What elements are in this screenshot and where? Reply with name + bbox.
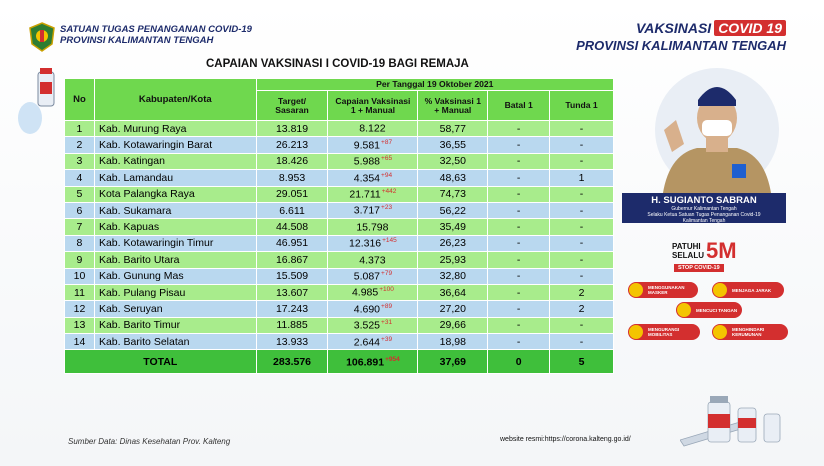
vaccine-vial-icon (16, 66, 68, 136)
row-kab: Kab. Gunung Mas (94, 268, 256, 284)
row-no: 6 (65, 202, 95, 218)
row-pct: 74,73 (418, 186, 488, 202)
row-capaian-value: 5.087 (353, 270, 381, 283)
row-delta: +145 (382, 237, 397, 245)
page-title: CAPAIAN VAKSINASI I COVID-19 BAGI REMAJA (206, 58, 469, 70)
row-no: 12 (65, 301, 95, 317)
row-target: 26.213 (256, 137, 328, 153)
col-header-pct: % Vaksinasi 1 + Manual (418, 91, 488, 121)
selalu-label: SELALU (672, 251, 704, 260)
row-no: 8 (65, 235, 95, 251)
row-pct: 35,49 (418, 219, 488, 235)
row-delta: +100 (379, 286, 394, 294)
governor-photo (642, 60, 792, 200)
total-delta: +954 (385, 355, 400, 363)
row-kab: Kab. Sukamara (94, 202, 256, 218)
row-tunda: - (550, 219, 614, 235)
total-label: TOTAL (65, 350, 257, 374)
row-target: 29.051 (256, 186, 328, 202)
row-pct: 56,22 (418, 202, 488, 218)
row-no: 1 (65, 121, 95, 137)
row-pct: 18,98 (418, 334, 488, 350)
row-pct: 48,63 (418, 170, 488, 186)
row-capaian-value: 4.985 (351, 286, 379, 299)
row-tunda: 1 (550, 170, 614, 186)
row-capaian-value: 5.988 (353, 155, 381, 168)
row-tunda: - (550, 334, 614, 350)
row-capaian (328, 121, 418, 137)
row-target: 15.509 (256, 268, 328, 284)
vax-province: PROVINSI KALIMANTAN TENGAH (576, 38, 786, 53)
row-target: 18.426 (256, 153, 328, 169)
table-row (65, 268, 614, 284)
vaccine-vials-icon (680, 392, 800, 448)
protocol-kerumunan: MENGHINDARI KERUMUNAN (712, 324, 788, 340)
row-no: 11 (65, 284, 95, 300)
row-target: 8.953 (256, 170, 328, 186)
row-target: 11.885 (256, 317, 328, 333)
table-row (65, 219, 614, 235)
governor-title3: Kalimantan Tengah (682, 218, 726, 224)
total-row (65, 350, 614, 374)
row-tunda: - (550, 268, 614, 284)
row-capaian-value: 21.711 (349, 188, 381, 201)
row-no: 3 (65, 153, 95, 169)
total-batal: 0 (488, 350, 550, 374)
distance-icon (713, 283, 727, 297)
patuhi-label: PATUHI (672, 242, 701, 251)
row-delta: +39 (381, 335, 393, 343)
vax-label: VAKSINASI (635, 20, 712, 36)
col-header-target: Target/ Sasaran (256, 91, 328, 121)
vaccination-heading (576, 20, 786, 53)
row-capaian-value: 4.354 (353, 172, 381, 185)
vaccination-table (64, 78, 614, 374)
row-tunda: - (550, 153, 614, 169)
row-tunda: 2 (550, 301, 614, 317)
row-no: 7 (65, 219, 95, 235)
table-row (65, 170, 614, 186)
row-tunda: - (550, 137, 614, 153)
protocol-mobilitas: MENGURANGI MOBILITAS (628, 324, 700, 340)
row-kab: Kab. Kotawaringin Timur (94, 235, 256, 251)
row-capaian (328, 317, 418, 333)
row-capaian (328, 170, 418, 186)
col-header-batal: Batal 1 (488, 91, 550, 121)
row-capaian (328, 268, 418, 284)
protocol-tangan: MENCUCI TANGAN (676, 302, 742, 318)
col-header-capaian: Capaian Vaksinasi 1 + Manual (328, 91, 418, 121)
row-tunda: - (550, 186, 614, 202)
table-row (65, 153, 614, 169)
col-header-kab: Kabupaten/Kota (94, 79, 256, 121)
row-pct: 27,20 (418, 301, 488, 317)
row-capaian (328, 202, 418, 218)
row-batal: - (488, 219, 550, 235)
covid-badge: COVID 19 (714, 20, 786, 36)
row-no: 9 (65, 252, 95, 268)
kalteng-emblem-icon (28, 22, 56, 52)
row-batal: - (488, 334, 550, 350)
row-kab: Kota Palangka Raya (94, 186, 256, 202)
col-header-tunda: Tunda 1 (550, 91, 614, 121)
row-capaian-value: 4.690 (353, 303, 381, 316)
row-pct: 29,66 (418, 317, 488, 333)
row-pct: 26,23 (418, 235, 488, 251)
row-kab: Kab. Barito Utara (94, 252, 256, 268)
row-delta: +65 (381, 155, 393, 163)
row-target: 13.819 (256, 121, 328, 137)
row-target: 46.951 (256, 235, 328, 251)
row-pct: 36,64 (418, 284, 488, 300)
five-m-label: 5M (706, 238, 737, 263)
row-capaian-value: 3.717 (353, 204, 381, 217)
row-delta: +89 (381, 302, 393, 310)
row-batal: - (488, 137, 550, 153)
row-kab: Kab. Barito Selatan (94, 334, 256, 350)
data-source: Sumber Data: Dinas Kesehatan Prov. Kalteng (68, 437, 231, 446)
row-batal: - (488, 284, 550, 300)
row-capaian (328, 284, 418, 300)
governor-title1: Gubernur Kalimantan Tengah (671, 206, 737, 212)
governor-title2: Selaku Ketua Satuan Tugas Penanganan Covid-19 (647, 212, 761, 218)
row-capaian-value: 4.373 (359, 254, 386, 267)
row-target: 44.508 (256, 219, 328, 235)
row-no: 5 (65, 186, 95, 202)
row-batal: - (488, 153, 550, 169)
row-batal: - (488, 170, 550, 186)
row-capaian (328, 137, 418, 153)
row-capaian-value: 8.122 (359, 122, 386, 135)
row-pct: 36,55 (418, 137, 488, 153)
table-row (65, 301, 614, 317)
total-capaian (328, 350, 418, 374)
row-tunda: - (550, 235, 614, 251)
row-tunda: - (550, 252, 614, 268)
row-capaian (328, 334, 418, 350)
row-target: 13.607 (256, 284, 328, 300)
row-delta: +87 (381, 138, 393, 146)
row-tunda: - (550, 202, 614, 218)
row-kab: Kab. Lamandau (94, 170, 256, 186)
table-row (65, 186, 614, 202)
row-batal: - (488, 186, 550, 202)
table-row (65, 121, 614, 137)
table-row (65, 252, 614, 268)
table-row (65, 334, 614, 350)
protocol-masker: MENGGUNAKAN MASKER (628, 282, 698, 298)
row-tunda: 2 (550, 284, 614, 300)
mobility-icon (629, 325, 643, 339)
org-line1: SATUAN TUGAS PENANGANAN COVID-19 (60, 24, 252, 35)
protocol-jarak: MENJAGA JARAK (712, 282, 784, 298)
row-batal: - (488, 121, 550, 137)
row-kab: Kab. Murung Raya (94, 121, 256, 137)
row-capaian (328, 235, 418, 251)
row-kab: Kab. Katingan (94, 153, 256, 169)
org-line2: PROVINSI KALIMANTAN TENGAH (60, 35, 214, 46)
table-row (65, 137, 614, 153)
table-row (65, 202, 614, 218)
row-capaian (328, 219, 418, 235)
row-batal: - (488, 235, 550, 251)
row-batal: - (488, 202, 550, 218)
row-pct: 32,80 (418, 268, 488, 284)
total-tunda: 5 (550, 350, 614, 374)
governor-card (622, 193, 786, 223)
row-pct: 32,50 (418, 153, 488, 169)
table-row (65, 235, 614, 251)
handwash-icon (677, 303, 691, 317)
mask-icon (629, 283, 643, 297)
col-header-no: No (65, 79, 95, 121)
row-batal: - (488, 252, 550, 268)
row-capaian (328, 301, 418, 317)
row-capaian (328, 153, 418, 169)
row-target: 16.867 (256, 252, 328, 268)
table-row (65, 284, 614, 300)
row-kab: Kab. Kotawaringin Barat (94, 137, 256, 153)
date-label: Per Tanggal 19 Oktober 2021 (256, 79, 613, 91)
row-no: 2 (65, 137, 95, 153)
total-target: 283.576 (256, 350, 328, 374)
row-capaian-value: 3.525 (353, 319, 381, 332)
row-capaian-value: 9.581 (353, 139, 381, 152)
row-kab: Kab. Seruyan (94, 301, 256, 317)
row-delta: +94 (381, 171, 393, 179)
row-batal: - (488, 268, 550, 284)
patuhi-5m-badge (672, 240, 752, 272)
row-kab: Kab. Barito Timur (94, 317, 256, 333)
governor-name: H. SUGIANTO SABRAN (651, 195, 757, 206)
row-delta: +31 (381, 319, 393, 327)
row-target: 6.611 (256, 202, 328, 218)
row-kab: Kab. Pulang Pisau (94, 284, 256, 300)
row-capaian-value: 12.316 (349, 237, 382, 250)
row-target: 17.243 (256, 301, 328, 317)
row-capaian (328, 186, 418, 202)
website-link[interactable]: website resmi:https://corona.kalteng.go.id/ (500, 436, 631, 443)
org-name (60, 24, 252, 46)
stop-covid-label: STOP COVID-19 (674, 264, 724, 272)
row-kab: Kab. Kapuas (94, 219, 256, 235)
total-pct: 37,69 (418, 350, 488, 374)
row-batal: - (488, 317, 550, 333)
row-delta: +79 (381, 269, 393, 277)
row-delta: +23 (381, 204, 393, 212)
row-batal: - (488, 301, 550, 317)
row-capaian-value: 2.644 (353, 336, 381, 349)
crowd-icon (713, 325, 727, 339)
row-no: 10 (65, 268, 95, 284)
row-pct: 25,93 (418, 252, 488, 268)
row-target: 13.933 (256, 334, 328, 350)
row-pct: 58,77 (418, 121, 488, 137)
row-tunda: - (550, 317, 614, 333)
table-row (65, 317, 614, 333)
total-capaian-value: 106.891 (346, 356, 385, 369)
row-no: 4 (65, 170, 95, 186)
row-capaian-value: 15.798 (356, 221, 389, 234)
row-delta: +442 (381, 188, 397, 195)
row-tunda: - (550, 121, 614, 137)
row-capaian (328, 252, 418, 268)
row-no: 13 (65, 317, 95, 333)
row-no: 14 (65, 334, 95, 350)
